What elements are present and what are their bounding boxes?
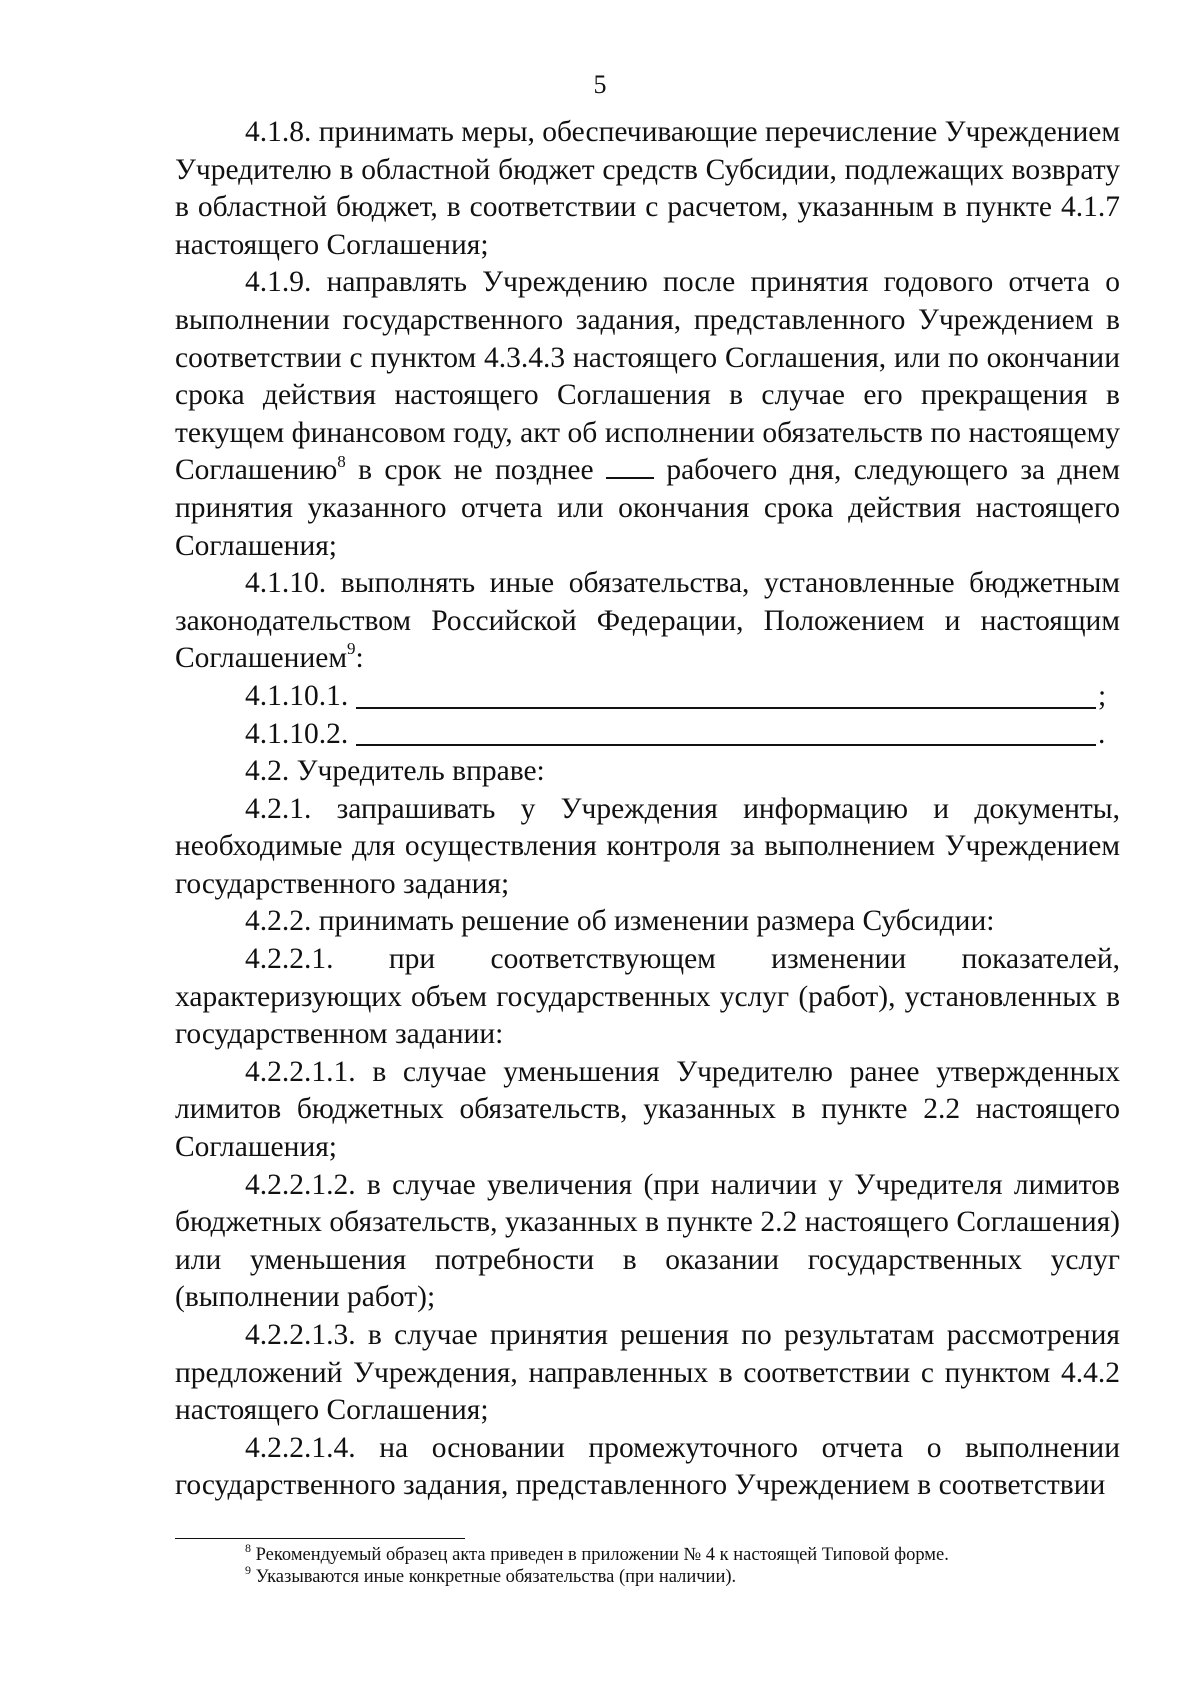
footnote-8 (175, 1540, 1120, 1566)
paragraph-text: : (355, 642, 364, 675)
paragraph-4-2-2-1-4: 4.2.2.1.4. на основании промежуточного отчета о выполнении государственного задания, представленного Учреждением в соответствии (175, 1431, 1120, 1502)
paragraph-4-1-10-2 (245, 716, 1120, 754)
paragraph-text: в срок не позднее (345, 454, 606, 487)
footnote-text: Рекомендуемый образец акта приведен в приложении № 4 к настоящей Типовой форме. (251, 1545, 949, 1565)
paragraph-text: рабочего дня, следующего за днем принятия указанного отчета или окончания срока действия настоящего Соглашения; (175, 454, 1120, 562)
paragraph-4-1-9 (175, 264, 1120, 565)
paragraph-4-1-8: 4.1.8. принимать меры, обеспечивающие перечисление Учреждением Учредителю в областной бюджет средств Субсидии, подлежащих возврату в областной бюджет, в соответствии с расчетом, указанным в пункте 4.1.7 настоящего Соглашения; (175, 116, 1120, 261)
footnote-mark: 9 (245, 1562, 251, 1577)
paragraph-4-2-2-1-1: 4.2.2.1.1. в случае уменьшения Учредителю ранее утвержденных лимитов бюджетных обязательств, указанных в пункте 2.2 настоящего Соглашения; (175, 1055, 1120, 1164)
item-end-mark: ; (1098, 679, 1107, 712)
paragraph-4-2-2-1-2: 4.2.2.1.2. в случае увеличения (при наличии у Учредителя лимитов бюджетных обязательств, указанных в пункте 2.2 настоящего Соглашения) или уменьшения потребности в оказании государственных услуг (выполнении работ); (175, 1168, 1120, 1314)
footnote-ref-9: 9 (347, 639, 356, 659)
item-number: 4.1.10.2. (245, 717, 349, 750)
footnote-text: Указываются иные конкретные обязательства (при наличии). (251, 1567, 737, 1587)
footnote-mark: 8 (245, 1540, 251, 1555)
paragraph-4-2-2: 4.2.2. принимать решение об изменении размера Субсидии: (245, 905, 995, 938)
item-end-mark: . (1098, 717, 1106, 750)
paragraph-4-1-10-1 (245, 678, 1120, 716)
blank-fill-line (356, 681, 1096, 709)
paragraph-4-2-2-1-3: 4.2.2.1.3. в случае принятия решения по результатам рассмотрения предложений Учреждения, направленных в соответствии с пунктом 4.4.2 настоящего Соглашения; (175, 1319, 1120, 1427)
paragraph-4-1-10 (175, 565, 1120, 678)
footnote-ref-8: 8 (337, 451, 346, 471)
paragraph-4-2-2-1: 4.2.2.1. при соответствующем изменении показателей, характеризующих объем государственных услуг (работ), установленных в государственном задании: (175, 943, 1120, 1051)
paragraph-text: 4.1.10. выполнять иные обязательства, установленные бюджетным законодательством Российской Федерации, Положением и настоящим Соглашением (175, 567, 1120, 675)
blank-field-days (606, 455, 654, 479)
paragraph-4-2-1: 4.2.1. запрашивать у Учреждения информацию и документы, необходимые для осуществления контроля за выполнением Учреждением государственного задания; (175, 792, 1120, 900)
footnote-9 (175, 1562, 1120, 1588)
footnotes (175, 1540, 1120, 1588)
blank-fill-line (356, 718, 1096, 746)
footnote-separator (175, 1538, 465, 1539)
page-number: 5 (593, 70, 607, 99)
paragraph-text: 4.1.9. направлять Учреждению после принятия годового отчета о выполнении государственного задания, представленного Учреждением в соответствии с пунктом 4.3.4.3 настоящего Соглашения, или по окончании срока действия настоящего Соглашения в случае его прекращения в текущем финансовом году, акт об исполнении обязательств по настоящему Соглашению (175, 266, 1120, 487)
item-number: 4.1.10.1. (245, 679, 349, 712)
document-body (175, 114, 1120, 1505)
paragraph-4-2: 4.2. Учредитель вправе: (245, 755, 545, 788)
